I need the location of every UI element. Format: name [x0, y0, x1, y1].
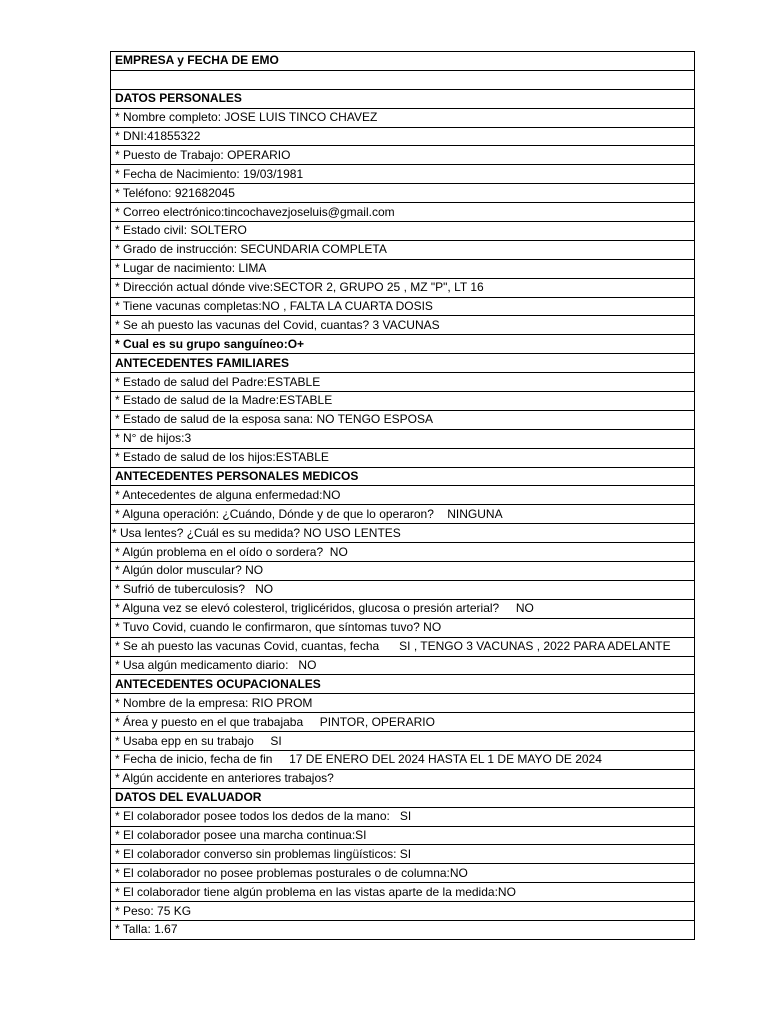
field-cell: * Nombre completo: JOSE LUIS TINCO CHAVEZ	[111, 108, 695, 127]
field-cell: * Lugar de nacimiento: LIMA	[111, 259, 695, 278]
field-row	[111, 146, 695, 165]
field-cell: * DNI:41855322	[111, 127, 695, 146]
field-cell: * Algún dolor muscular? NO	[111, 562, 695, 581]
field-cell: * Estado civil: SOLTERO	[111, 222, 695, 241]
field-cell: * El colaborador posee todos los dedos de la mano: SI	[111, 807, 695, 826]
field-row	[111, 203, 695, 222]
field-row	[111, 920, 695, 939]
section-header-cell: ANTECEDENTES OCUPACIONALES	[111, 675, 695, 694]
field-row	[111, 713, 695, 732]
section-header-row	[111, 52, 695, 71]
section-header-row	[111, 675, 695, 694]
field-row	[111, 769, 695, 788]
field-row	[111, 599, 695, 618]
field-row	[111, 108, 695, 127]
field-row	[111, 297, 695, 316]
section-header-row	[111, 354, 695, 373]
field-row	[111, 656, 695, 675]
section-header-row	[111, 89, 695, 108]
field-row	[111, 543, 695, 562]
field-cell: * Fecha de inicio, fecha de fin 17 DE ENERO DEL 2024 HASTA EL 1 DE MAYO DE 2024	[111, 750, 695, 769]
field-cell: * Fecha de Nacimiento: 19/03/1981	[111, 165, 695, 184]
section-header-row	[111, 788, 695, 807]
section-header-cell: ANTECEDENTES PERSONALES MEDICOS	[111, 467, 695, 486]
field-cell: * Estado de salud de la Madre:ESTABLE	[111, 392, 695, 411]
field-row	[111, 127, 695, 146]
empty-row	[111, 70, 695, 89]
section-header-cell: DATOS PERSONALES	[111, 89, 695, 108]
section-header-cell: ANTECEDENTES FAMILIARES	[111, 354, 695, 373]
section-header-cell: * Cual es su grupo sanguíneo:O+	[111, 335, 695, 354]
field-row	[111, 732, 695, 751]
field-row	[111, 580, 695, 599]
field-cell: * Estado de salud del Padre:ESTABLE	[111, 373, 695, 392]
field-cell: * Sufrió de tuberculosis? NO	[111, 580, 695, 599]
field-row	[111, 259, 695, 278]
field-row	[111, 165, 695, 184]
field-cell: * Tuvo Covid, cuando le confirmaron, que síntomas tuvo? NO	[111, 618, 695, 637]
field-cell: * Se ah puesto las vacunas del Covid, cuantas? 3 VACUNAS	[111, 316, 695, 335]
field-cell	[111, 70, 695, 89]
field-cell: * Dirección actual dónde vive:SECTOR 2, GRUPO 25 , MZ "P", LT 16	[111, 278, 695, 297]
field-cell: * Teléfono: 921682045	[111, 184, 695, 203]
field-row	[111, 429, 695, 448]
field-cell: * Peso: 75 KG	[111, 902, 695, 921]
field-cell: * Talla: 1.67	[111, 920, 695, 939]
field-row	[111, 637, 695, 656]
field-row	[111, 826, 695, 845]
field-cell: * Antecedentes de alguna enfermedad:NO	[111, 486, 695, 505]
field-cell: * El colaborador no posee problemas posturales o de columna:NO	[111, 864, 695, 883]
field-row	[111, 524, 695, 543]
field-cell: * El colaborador posee una marcha continua:SI	[111, 826, 695, 845]
section-header-row	[111, 335, 695, 354]
field-cell: * Estado de salud de los hijos:ESTABLE	[111, 448, 695, 467]
field-row	[111, 750, 695, 769]
field-cell: * Usaba epp en su trabajo SI	[111, 732, 695, 751]
form-table	[110, 51, 695, 940]
field-row	[111, 222, 695, 241]
field-row	[111, 883, 695, 902]
field-cell: * Nombre de la empresa: RIO PROM	[111, 694, 695, 713]
section-header-row	[111, 467, 695, 486]
field-cell: * Se ah puesto las vacunas Covid, cuantas, fecha SI , TENGO 3 VACUNAS , 2022 PARA ADELANTE	[111, 637, 695, 656]
field-row	[111, 845, 695, 864]
field-row	[111, 562, 695, 581]
field-row	[111, 505, 695, 524]
section-header-cell: EMPRESA y FECHA DE EMO	[111, 52, 695, 71]
field-cell: * Alguna vez se elevó colesterol, triglicéridos, glucosa o presión arterial? NO	[111, 599, 695, 618]
field-row	[111, 618, 695, 637]
field-row	[111, 373, 695, 392]
field-row	[111, 240, 695, 259]
field-cell: * Algún accidente en anteriores trabajos?	[111, 769, 695, 788]
field-cell: * El colaborador converso sin problemas lingüísticos: SI	[111, 845, 695, 864]
field-cell: * Correo electrónico:tincochavezjoseluis@gmail.com	[111, 203, 695, 222]
field-cell: * El colaborador tiene algún problema en las vistas aparte de la medida:NO	[111, 883, 695, 902]
field-cell: * N° de hijos:3	[111, 429, 695, 448]
field-row	[111, 807, 695, 826]
field-row	[111, 278, 695, 297]
field-cell: * Puesto de Trabajo: OPERARIO	[111, 146, 695, 165]
field-row	[111, 448, 695, 467]
field-cell: * Tiene vacunas completas:NO , FALTA LA CUARTA DOSIS	[111, 297, 695, 316]
field-cell: * Grado de instrucción: SECUNDARIA COMPLETA	[111, 240, 695, 259]
field-cell: * Estado de salud de la esposa sana: NO TENGO ESPOSA	[111, 410, 695, 429]
field-row	[111, 902, 695, 921]
field-row	[111, 392, 695, 411]
field-row	[111, 486, 695, 505]
field-cell: * Usa lentes? ¿Cuál es su medida? NO USO LENTES	[111, 524, 695, 543]
field-row	[111, 316, 695, 335]
section-header-cell: DATOS DEL EVALUADOR	[111, 788, 695, 807]
field-row	[111, 864, 695, 883]
field-cell: * Área y puesto en el que trabajaba PINTOR, OPERARIO	[111, 713, 695, 732]
field-cell: * Algún problema en el oído o sordera? NO	[111, 543, 695, 562]
field-row	[111, 694, 695, 713]
field-cell: * Alguna operación: ¿Cuándo, Dónde y de que lo operaron? NINGUNA	[111, 505, 695, 524]
field-row	[111, 410, 695, 429]
field-row	[111, 184, 695, 203]
field-cell: * Usa algún medicamento diario: NO	[111, 656, 695, 675]
form-body	[111, 52, 695, 940]
